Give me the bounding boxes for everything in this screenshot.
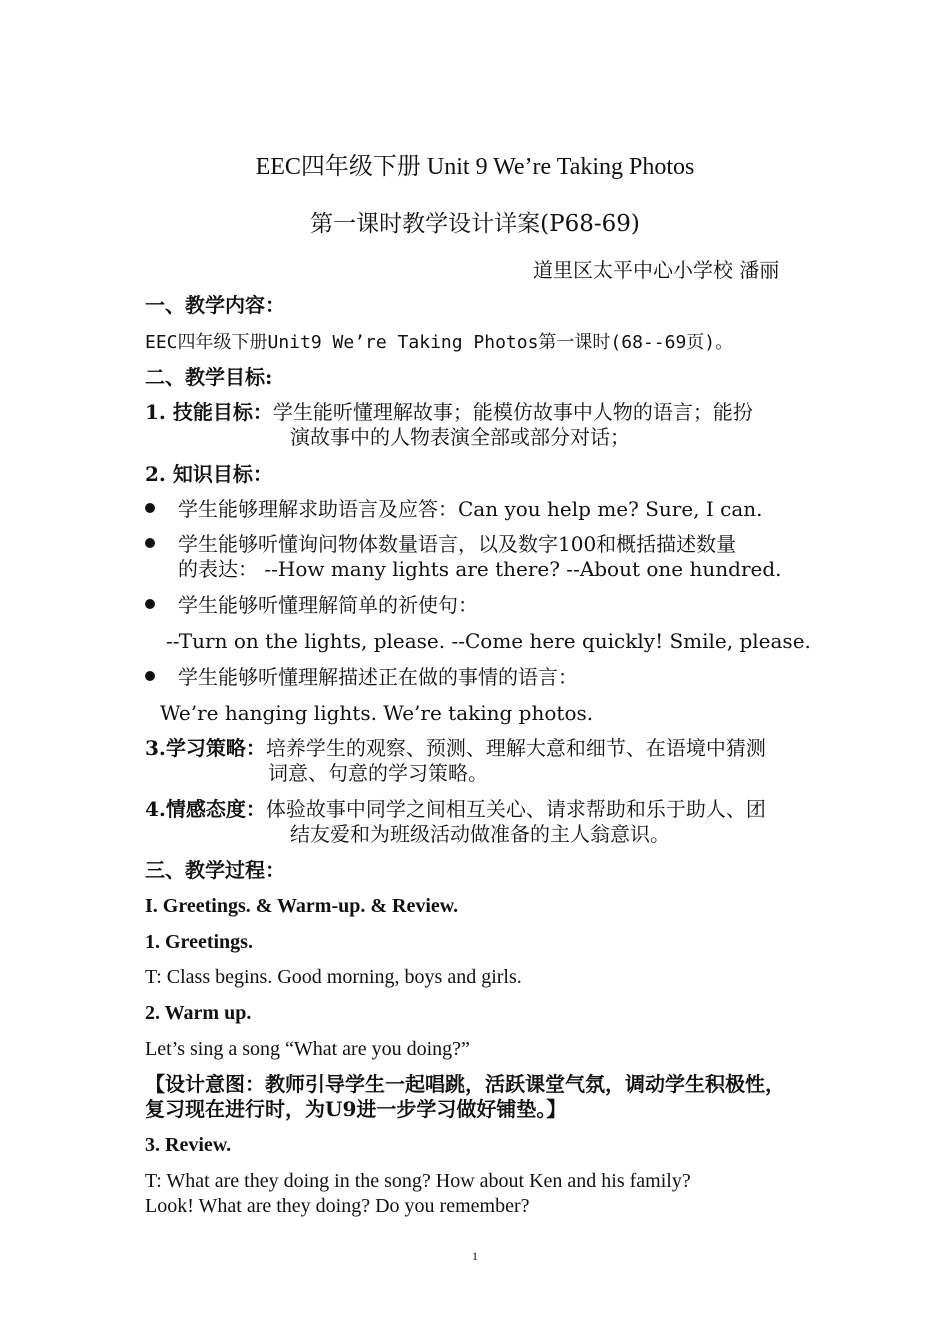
skill-objective-line-1 (145, 399, 753, 425)
page-number: 1 (472, 1249, 478, 1263)
knowledge-objective-label: 2. 知识目标： (145, 462, 273, 486)
knowledge-bullet-4: 学生能够听懂理解描述正在做的事情的语言： (178, 665, 578, 689)
section-heading-content: 一、教学内容： (145, 293, 285, 317)
knowledge-bullet-2-line-1: 学生能够听懂询问物体数量语言，以及数字100和概括描述数量 (178, 532, 737, 556)
review-text-line-1: T: What are they doing in the song? How about Ken and his family? (145, 1170, 691, 1192)
review-text-line-2: Look! What are they doing? Do you remember? (145, 1195, 530, 1217)
knowledge-bullet-2-line-2: 的表达： --How many lights are there? --About one hundred. (178, 557, 782, 581)
document-subtitle: 第一课时教学设计详案(P68-69) (310, 211, 640, 237)
bullet-icon (145, 671, 155, 681)
bullet-icon (145, 503, 155, 513)
design-intent-line-2: 复习现在进行时，为U9进一步学习做好铺垫。】 (145, 1097, 567, 1121)
section-content-text: EEC四年级下册Unit9 We’re Taking Photos第一课时(68--69页)。 (145, 332, 734, 353)
document-title: EEC四年级下册 Unit 9 We’re Taking Photos (255, 154, 695, 180)
stage-heading: I. Greetings. & Warm-up. & Review. (145, 895, 459, 917)
strategy-objective-line-1 (145, 735, 766, 761)
greetings-text: T: Class begins. Good morning, boys and girls. (145, 966, 522, 988)
attitude-objective-text-1: 体验故事中同学之间相互关心、请求帮助和乐于助人、团 (265, 797, 766, 821)
bullet-icon (145, 599, 155, 609)
strategy-objective-text-2: 词意、句意的学习策略。 (268, 761, 488, 785)
attitude-objective-text-2: 结友爱和为班级活动做准备的主人翁意识。 (290, 822, 670, 846)
section-heading-process: 三、教学过程： (145, 858, 285, 882)
bullet-icon (145, 538, 155, 548)
knowledge-bullet-3-example: --Turn on the lights, please. --Come here quickly! Smile, please. (166, 629, 811, 653)
design-intent-line-1: 【设计意图：教师引导学生一起唱跳，活跃课堂气氛，调动学生积极性， (145, 1072, 785, 1096)
section-heading-objectives: 二、教学目标: (145, 365, 273, 389)
review-heading: 3. Review. (145, 1134, 232, 1156)
strategy-objective-text-1: 培养学生的观察、预测、理解大意和细节、在语境中猜测 (265, 736, 766, 760)
knowledge-bullet-4-example: We’re hanging lights. We’re taking photos. (160, 701, 594, 725)
warmup-text: Let’s sing a song “What are you doing?” (145, 1038, 470, 1060)
skill-objective-text-2: 演故事中的人物表演全部或部分对话； (290, 425, 630, 449)
skill-objective-label: 1. 技能目标： (145, 400, 273, 424)
greetings-heading: 1. Greetings. (145, 931, 253, 953)
knowledge-bullet-3: 学生能够听懂理解简单的祈使句： (178, 593, 478, 617)
warmup-heading: 2. Warm up. (145, 1002, 252, 1024)
strategy-objective-label: 3.学习策略： (145, 736, 266, 760)
attitude-objective-label: 4.情感态度： (145, 797, 266, 821)
knowledge-bullet-1: 学生能够理解求助语言及应答：Can you help me? Sure, I can. (178, 497, 763, 521)
author-line: 道里区太平中心小学校 潘丽 (533, 258, 780, 282)
attitude-objective-line-1 (145, 796, 766, 822)
skill-objective-text-1: 学生能听懂理解故事；能模仿故事中人物的语言；能扮 (272, 400, 753, 424)
